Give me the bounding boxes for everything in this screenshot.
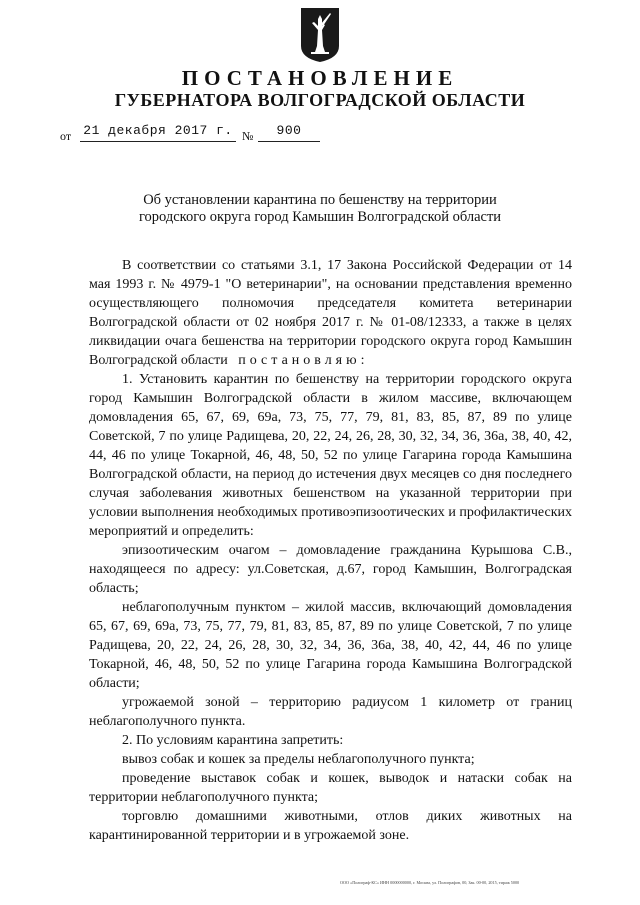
document-number: 900: [258, 123, 320, 142]
document-issuer: ГУБЕРНАТОРА ВОЛГОГРАДСКОЙ ОБЛАСТИ: [114, 90, 526, 110]
paragraph-item-2: 2. По условиям карантина запретить:: [122, 733, 344, 748]
paragraph-ban-exhibitions: проведение выставок собак и кошек, выводок и натаски собак на территории неблагополучного пункта;: [89, 771, 572, 805]
paragraph-ban-trade: торговлю домашними животными, отлов диких животных на карантинированной территории и в угрожаемой зоне.: [89, 809, 572, 843]
volgograd-emblem-icon: [299, 6, 341, 64]
document-title: ПОСТАНОВЛЕНИЕ: [181, 66, 459, 90]
paragraph-text: В соответствии со статьями 3.1, 17 Закона Российской Федерации от 14 мая 1993 г. № 4979-1 "О ветеринарии", на основании представления временно осуществляющего полномочия председателя комитета ветеринарии Волгоградской области от 02 ноября 2017 г. № 01-08/12333, а также в целях ликвидации очага бешенства на территории городского округа город Камышин Волгоградской области: [89, 258, 572, 368]
number-label: №: [242, 129, 254, 143]
paragraph-unfavorable-point: неблагополучным пунктом – жилой массив, включающий домовладения 65, 67, 69, 69а, 73, 75, 77, 79, 81, 83, 85, 87, 89 по улице Советской, 7 по улице Радищева, 20, 22, 24, 26, 28, 30, 32, 34, 36, 36а, 38, 40, 42, 44, 46 по улице Токарной, 46, 48, 50, 52 по улице Гагарина города Камышина Волгоградской области;: [89, 600, 572, 691]
paragraph-item-1: 1. Установить карантин по бешенству на территории городского округа город Камышин Волгоградской области в жилом массиве, включающем домовладения 65, 67, 69, 69а, 73, 75, 77, 79, 81, 83, 85, 87, 89 по улице Советской, 7 по улице Радищева, 20, 22, 24, 26, 28, 30, 32, 34, 36, 36а, 38, 40, 42, 44, 46 по улице Токарной, 46, 48, 50, 52 по улице Гагарина города Камышина Волгоградской области, на период до истечения двух месяцев со дня последнего случая заболевания животных бешенством на указанной территории при условии выполнения необходимых противоэпизоотических и профилактических мероприятий и определить:: [89, 372, 572, 539]
printer-imprint: ООО «Полиграф-КС» ИНН 0000000000, г. Москва, ул. Полиграфов, 00, Зак. 00-00, 2015, тираж 5000: [340, 880, 520, 885]
document-subject: Об установлении карантина по бешенству на территории городского округа город Камышин Волгоградской области: [138, 192, 502, 225]
paragraph-focus: эпизоотическим очагом – домовладение гражданина Курышова С.В., находящееся по адресу: ул.Советская, д.67, город Камышин, Волгоградская область;: [89, 543, 572, 596]
paragraph-ban-export: вывоз собак и кошек за пределы неблагополучного пункта;: [122, 752, 475, 767]
decree-word: постановляю:: [238, 353, 369, 368]
document-body: [89, 256, 572, 845]
paragraph-preamble: [89, 256, 572, 370]
date-from-label: от: [60, 129, 72, 143]
document-date: 21 декабря 2017 г.: [80, 123, 236, 142]
paragraph-threatened-zone: угрожаемой зоной – территорию радиусом 1 километр от границ неблагополучного пункта.: [89, 695, 572, 729]
